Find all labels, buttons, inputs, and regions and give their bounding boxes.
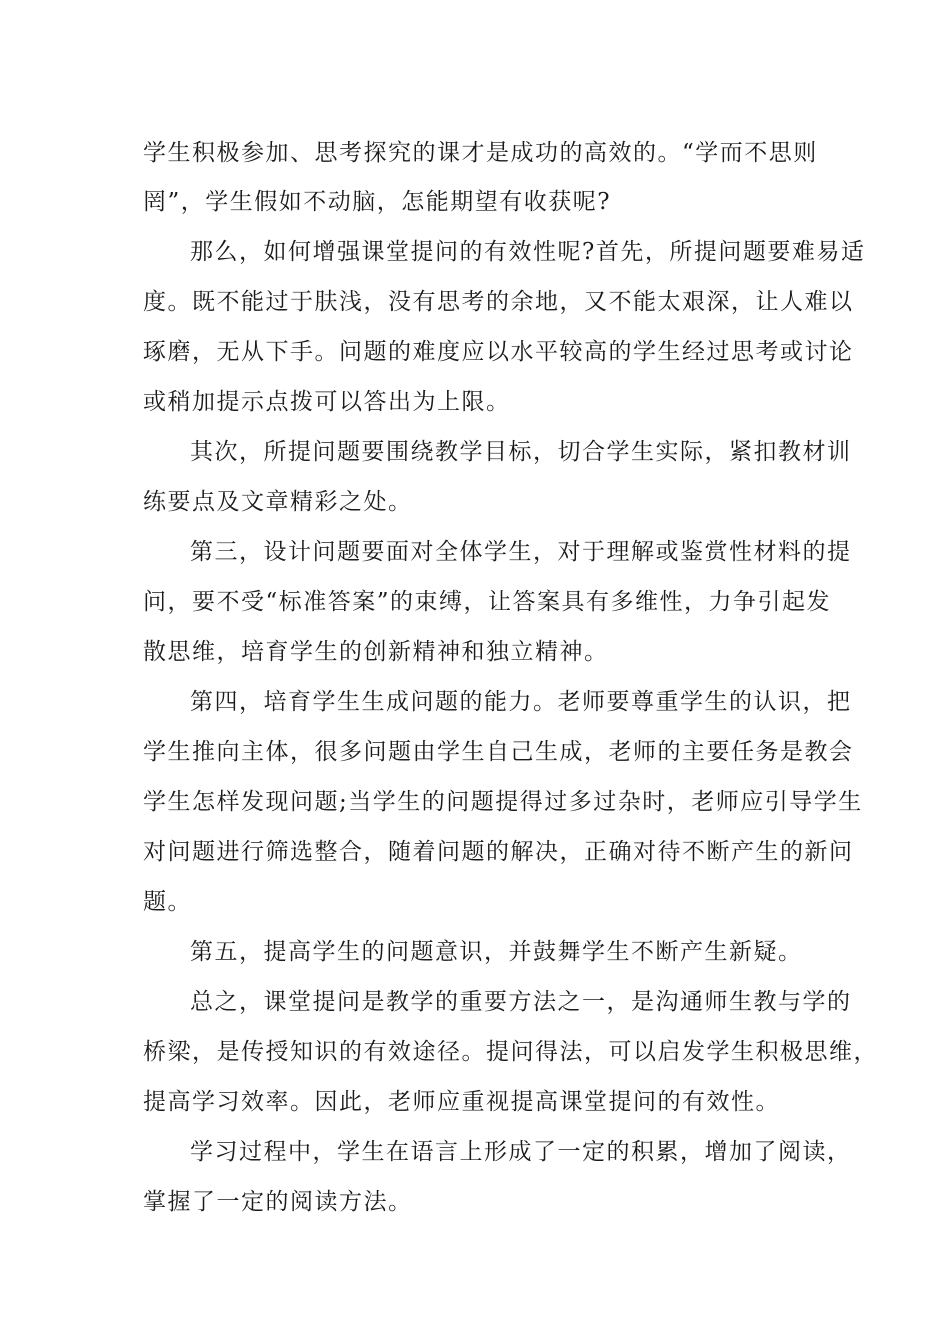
text-line: 掌握了一定的阅读方法。: [143, 1189, 413, 1215]
text-line: 题。: [143, 889, 192, 915]
text-line: 散思维，培育学生的创新精神和独立精神。: [143, 639, 609, 665]
text-line: 度。既不能过于肤浅，没有思考的余地，又不能太艰深，让人难以: [143, 289, 854, 315]
text-line: 学生积极参加、思考探究的课才是成功的高效的。“学而不思则: [143, 140, 818, 166]
text-line: 提高学习效率。因此，老师应重视提高课堂提问的有效性。: [143, 1089, 780, 1115]
text-line: 或稍加提示点拨可以答出为上限。: [143, 389, 511, 415]
text-line: 罔”，学生假如不动脑，怎能期望有收获呢?: [143, 189, 612, 215]
text-line: 琢磨，无从下手。问题的难度应以水平较高的学生经过思考或讨论: [143, 339, 854, 365]
text-line: 第五，提高学生的问题意识，并鼓舞学生不断产生新疑。: [190, 939, 803, 965]
text-line: 总之，课堂提问是教学的重要方法之一，是沟通师生教与学的: [190, 989, 852, 1015]
text-line: 第四，培育学生生成问题的能力。老师要尊重学生的认识，把: [190, 689, 852, 715]
text-line: 练要点及文章精彩之处。: [143, 489, 413, 515]
text-line: 那么，如何增强课堂提问的有效性呢?首先，所提问题要难易适: [190, 239, 866, 265]
text-line: 桥梁，是传授知识的有效途径。提问得法，可以启发学生积极思维，: [143, 1039, 878, 1065]
text-line: 对问题进行筛选整合，随着问题的解决，正确对待不断产生的新问: [143, 839, 854, 865]
text-line: 学习过程中，学生在语言上形成了一定的积累，增加了阅读，: [190, 1139, 852, 1165]
text-line: 学生推向主体，很多问题由学生自己生成，老师的主要任务是教会: [143, 739, 854, 765]
text-line: 学生怎样发现问题;当学生的问题提得过多过杂时，老师应引导学生: [143, 789, 863, 815]
text-line: 第三，设计问题要面对全体学生，对于理解或鉴赏性材料的提: [190, 539, 852, 565]
text-line: 问，要不受“标准答案”的束缚，让答案具有多维性，力争引起发: [143, 589, 832, 615]
text-line: 其次，所提问题要围绕教学目标，切合学生实际，紧扣教材训: [190, 439, 852, 465]
